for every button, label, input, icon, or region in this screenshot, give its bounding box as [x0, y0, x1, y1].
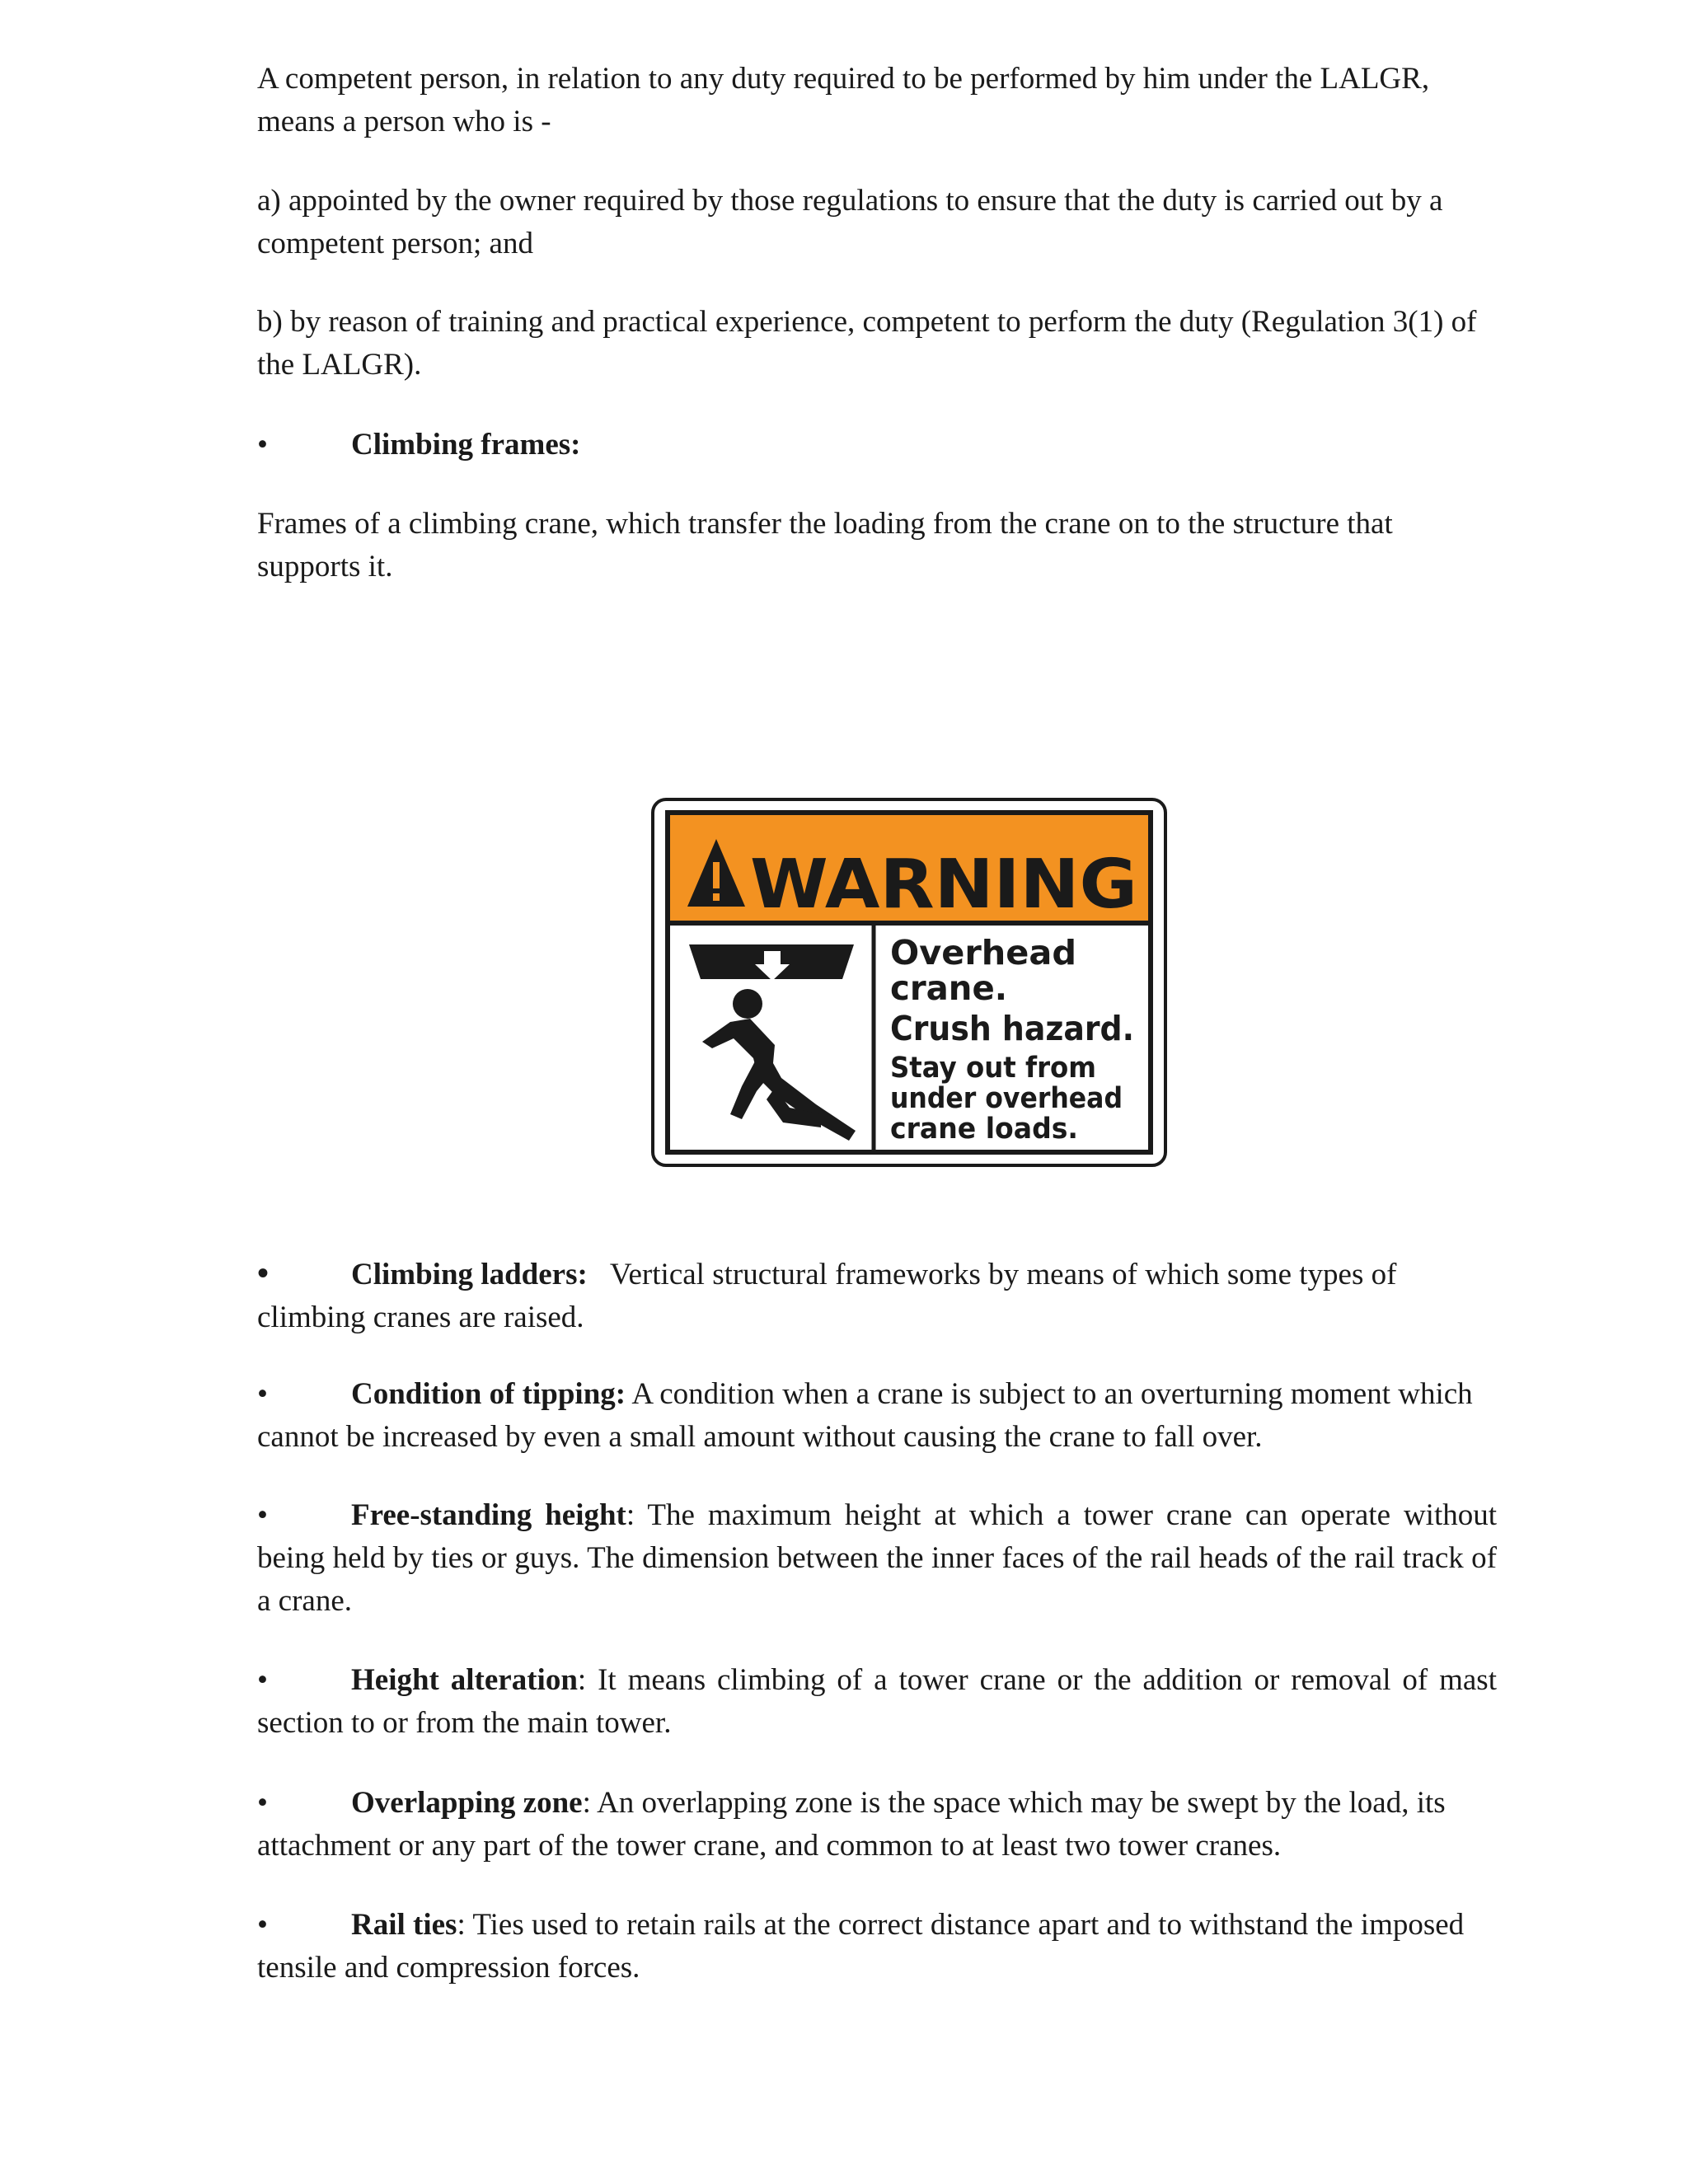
term-label: Climbing frames:: [351, 428, 581, 462]
term-height-alteration: [257, 1659, 1497, 1745]
term-rail-ties: [257, 1904, 1497, 1990]
bullet-mark: •: [257, 1786, 268, 1820]
term-climbing-frames: [257, 424, 1497, 466]
sign-text-line: crane loads.: [890, 1113, 1078, 1146]
term-definition: Vertical structural frameworks by means of which some types of climbing cranes are raised.: [257, 1258, 1397, 1334]
term-definition: : An overlapping zone is the space which may be swept by the load, its attachment or any part of the tower crane, and common to at least two tower cranes.: [257, 1786, 1446, 1863]
term-label: Height alteration: [351, 1663, 578, 1697]
paragraph-item-a: a) appointed by the owner required by those regulations to ensure that the duty is carried out by a competent person; and: [257, 184, 1443, 260]
term-label: Climbing ladders:: [351, 1258, 588, 1291]
paragraph-competent-person: A competent person, in relation to any duty required to be performed by him under the LALGR, means a person who is -: [257, 62, 1430, 138]
warning-sign: [651, 798, 1167, 1167]
term-label: Rail ties: [351, 1908, 457, 1942]
sign-text-line: Overhead: [890, 933, 1076, 972]
term-overlapping-zone: [257, 1782, 1497, 1868]
term-climbing-ladders: [257, 1252, 1497, 1339]
term-definition: : Ties used to retain rails at the correct distance apart and to withstand the imposed tensile and compression forces.: [257, 1908, 1465, 1985]
bullet-mark: •: [257, 1663, 268, 1697]
sign-text-line: under overhead: [890, 1082, 1123, 1115]
bullet-mark: •: [257, 1377, 268, 1411]
paragraph-climbing-frames-definition: Frames of a climbing crane, which transfer the loading from the crane on to the structure that supports it.: [257, 507, 1393, 583]
term-label: Free-standing height: [351, 1498, 626, 1532]
term-definition: A condition when a crane is subject to an overturning moment which cannot be increased by even a small amount without causing the crane to fall over.: [257, 1377, 1473, 1454]
bullet-mark: •: [257, 1254, 270, 1291]
sign-text-line: Stay out from: [890, 1052, 1096, 1085]
bullet-mark: •: [257, 1498, 268, 1532]
term-label: Condition of tipping:: [351, 1377, 626, 1411]
term-condition-of-tipping: [257, 1373, 1497, 1459]
term-definition: : The maximum height at which a tower crane can operate without being held by ties or guys. The dimension between the inner faces of the rail heads of the rail track of a crane.: [257, 1498, 1497, 1618]
warning-header-text: WARNING: [750, 846, 1137, 924]
term-label: Overlapping zone: [351, 1786, 583, 1820]
paragraph-item-b: b) by reason of training and practical experience, competent to perform the duty (Regulation 3(1) of the LALGR).: [257, 305, 1477, 382]
bullet-mark: •: [257, 428, 268, 462]
term-free-standing-height: [257, 1494, 1497, 1623]
bullet-mark: •: [257, 1908, 268, 1942]
sign-text-line: Crush hazard.: [890, 1009, 1134, 1048]
term-definition: : It means climbing of a tower crane or the addition or removal of mast section to or from the main tower.: [257, 1663, 1497, 1740]
sign-text-line: crane.: [890, 968, 1007, 1008]
